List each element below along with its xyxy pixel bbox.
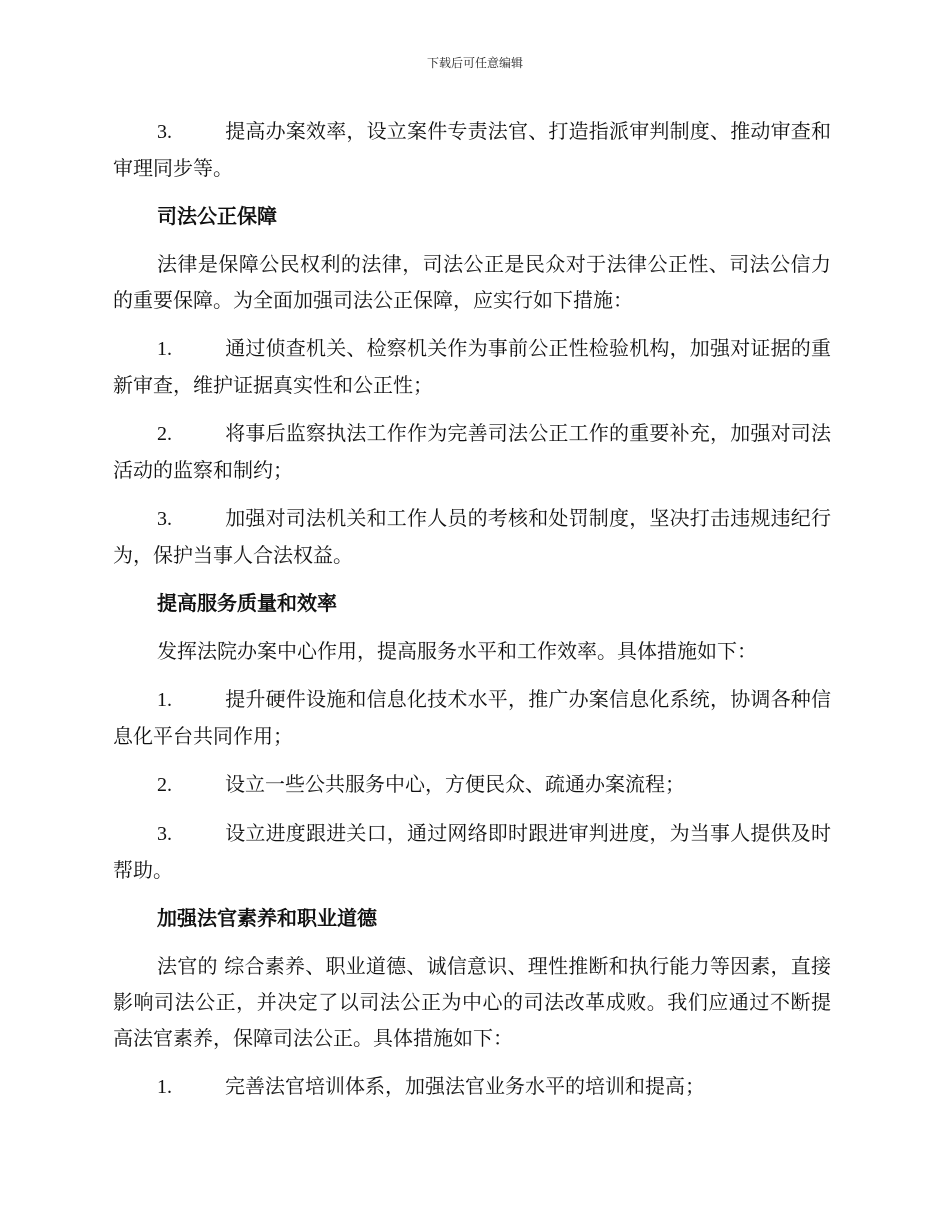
item-number: 2. <box>157 774 172 796</box>
item-text: 提升硬件设施和信息化技术水平，推广办案信息化系统，协调各种信息化平台共同作用； <box>113 687 831 748</box>
item-text: 加强对司法机关和工作人员的考核和处罚制度，坚决打击违规违纪行为，保护当事人合法权益。 <box>113 506 831 567</box>
list-item <box>113 415 831 488</box>
item-number: 3. <box>157 508 172 530</box>
item-number: 3. <box>157 823 172 845</box>
item-number: 1. <box>157 689 172 711</box>
paragraph: 法律是保障公民权利的法律，司法公正是民众对于法律公正性、司法公信力的重要保障。为全面加强司法公正保障，应实行如下措施： <box>113 252 831 312</box>
list-item <box>113 815 831 888</box>
list-item <box>113 1068 831 1105</box>
section-heading: 提高服务质量和效率 <box>157 591 337 615</box>
list-item <box>113 330 831 403</box>
list-item <box>113 766 831 803</box>
item-text: 设立进度跟进关口，通过网络即时跟进审判进度，为当事人提供及时帮助。 <box>113 821 831 882</box>
item-text: 设立一些公共服务中心，方便民众、疏通办案流程； <box>225 772 685 796</box>
document-body <box>113 113 831 1105</box>
page-header: 下载后可任意编辑 <box>426 56 523 70</box>
list-item <box>113 113 831 186</box>
item-number: 2. <box>157 423 172 445</box>
item-text: 完善法官培训体系，加强法官业务水平的培训和提高； <box>225 1074 705 1098</box>
item-text: 通过侦查机关、检察机关作为事前公正性检验机构，加强对证据的重新审查，维护证据真实性和公正性； <box>113 336 831 397</box>
paragraph: 发挥法院办案中心作用，提高服务水平和工作效率。具体措施如下： <box>157 639 757 663</box>
list-item <box>113 500 831 573</box>
section-heading: 加强法官素养和职业道德 <box>157 906 377 930</box>
item-text: 提高办案效率，设立案件专责法官、打造指派审判制度、推动审查和审理同步等。 <box>113 119 831 180</box>
item-number: 1. <box>157 1076 172 1098</box>
item-text: 将事后监察执法工作作为完善司法公正工作的重要补充，加强对司法活动的监察和制约； <box>113 421 831 482</box>
item-number: 1. <box>157 338 172 360</box>
list-item <box>113 681 831 754</box>
item-number: 3. <box>157 121 172 143</box>
paragraph: 法官的 综合素养、职业道德、诚信意识、理性推断和执行能力等因素，直接影响司法公正，并决定了以司法公正为中心的司法改革成败。我们应通过不断提高法官素养，保障司法公正。具体措施如下： <box>113 954 831 1050</box>
section-heading: 司法公正保障 <box>157 204 277 228</box>
